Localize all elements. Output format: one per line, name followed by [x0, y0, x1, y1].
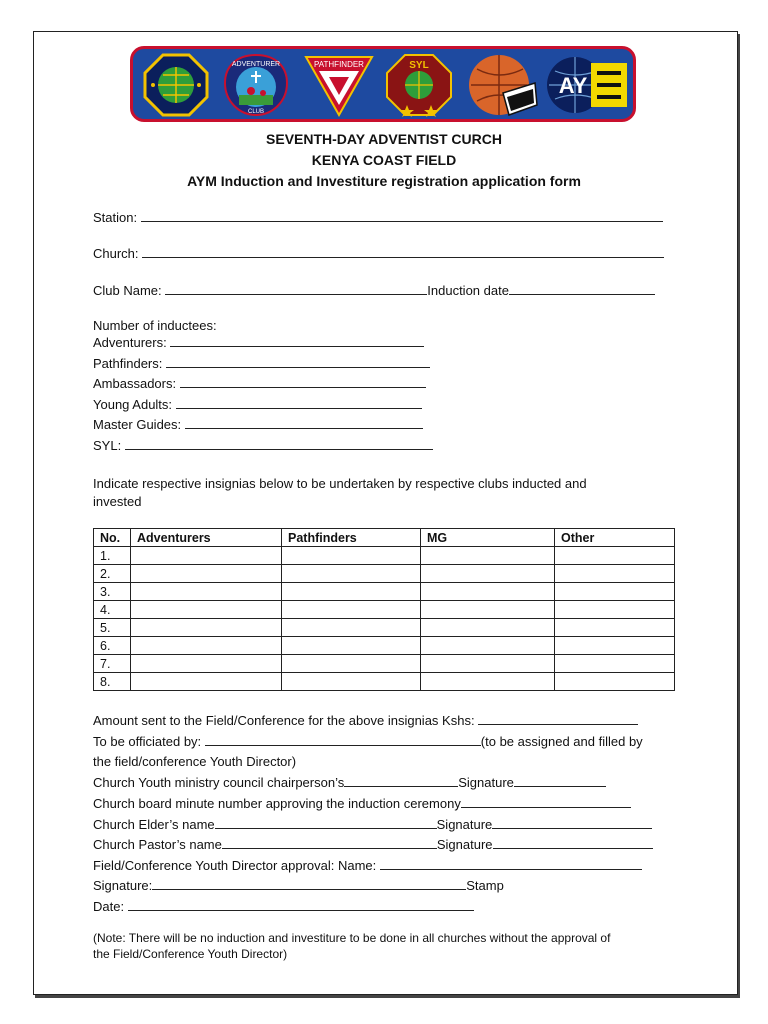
board-minute-row — [93, 796, 631, 811]
elder-signature-label: Signature — [436, 817, 493, 832]
club-text: CLUB — [247, 109, 265, 115]
cell[interactable] — [421, 601, 555, 619]
master-guides-label: Master Guides: — [93, 417, 182, 432]
young-adults-label: Young Adults: — [93, 397, 173, 412]
director-row — [93, 858, 642, 873]
col-no: No. — [94, 529, 131, 547]
syl-label: SYL: — [93, 438, 122, 453]
pastor-label: Church Pastor’s name — [93, 837, 222, 852]
cell[interactable] — [282, 619, 421, 637]
director-signature-field[interactable] — [152, 879, 466, 890]
table-row — [94, 547, 675, 565]
cell[interactable] — [555, 565, 675, 583]
amount-field[interactable] — [478, 714, 638, 725]
instructions-line-2: invested — [93, 494, 142, 509]
elder-field[interactable] — [215, 818, 437, 829]
cell[interactable] — [282, 565, 421, 583]
cell[interactable] — [421, 619, 555, 637]
row-number: 2. — [94, 565, 131, 583]
table-row — [94, 565, 675, 583]
club-logos-banner — [130, 46, 636, 122]
cell[interactable] — [421, 565, 555, 583]
ambassadors-field[interactable] — [180, 377, 426, 388]
cell[interactable] — [131, 583, 282, 601]
elder-row — [93, 817, 652, 832]
director-field[interactable] — [380, 859, 642, 870]
officiated-row — [93, 734, 643, 749]
syl-logo-icon — [385, 53, 453, 117]
instructions-line-1: Indicate respective insignias below to be undertaken by respective clubs inducted and — [93, 476, 587, 491]
chairperson-field[interactable] — [344, 776, 458, 787]
syl-text: SYL — [409, 60, 429, 71]
master-guide-logo-icon — [143, 53, 209, 117]
pastor-row — [93, 837, 653, 852]
cell[interactable] — [131, 637, 282, 655]
cell[interactable] — [282, 655, 421, 673]
adventurers-row — [93, 335, 424, 350]
table-row — [94, 655, 675, 673]
adventurer-club-logo-icon — [221, 53, 291, 117]
ay-logo-icon — [543, 53, 631, 117]
chairperson-label: Church Youth ministry council chairperson’s — [93, 775, 345, 790]
cell[interactable] — [282, 601, 421, 619]
cell[interactable] — [282, 673, 421, 691]
pastor-signature-field[interactable] — [493, 838, 653, 849]
col-adventurers: Adventurers — [131, 529, 282, 547]
cell[interactable] — [421, 583, 555, 601]
cell[interactable] — [131, 547, 282, 565]
cell[interactable] — [131, 619, 282, 637]
title-church: SEVENTH-DAY ADVENTIST CURCH — [266, 131, 502, 147]
cell[interactable] — [555, 619, 675, 637]
adventurers-field[interactable] — [170, 336, 424, 347]
date-field[interactable] — [128, 900, 474, 911]
cell[interactable] — [421, 673, 555, 691]
table-row — [94, 673, 675, 691]
adventurer-text: ADVENTURER — [231, 61, 281, 68]
col-mg: MG — [421, 529, 555, 547]
table-row — [94, 583, 675, 601]
amount-row — [93, 713, 638, 728]
cell[interactable] — [555, 583, 675, 601]
cell[interactable] — [555, 655, 675, 673]
pastor-signature-label: Signature — [436, 837, 493, 852]
adventurers-label: Adventurers: — [93, 335, 167, 350]
syl-field[interactable] — [125, 439, 433, 450]
induction-date-label: Induction date — [427, 283, 509, 298]
table-header-row — [94, 529, 675, 547]
chairperson-signature-field[interactable] — [514, 776, 606, 787]
officiated-label: To be officiated by: — [93, 734, 202, 749]
row-number: 1. — [94, 547, 131, 565]
elder-label: Church Elder’s name — [93, 817, 215, 832]
ambassadors-row — [93, 376, 426, 391]
church-row — [93, 246, 664, 261]
officiated-note-1: (to be assigned and filled by — [480, 734, 643, 749]
young-adults-row — [93, 397, 422, 412]
cell[interactable] — [555, 673, 675, 691]
director-signature-row — [93, 878, 504, 893]
elder-signature-field[interactable] — [492, 818, 652, 829]
station-row — [93, 210, 663, 225]
pathfinders-field[interactable] — [166, 357, 430, 368]
row-number: 6. — [94, 637, 131, 655]
pathfinder-text: PATHFINDER — [314, 60, 364, 69]
date-label: Date: — [93, 899, 125, 914]
note-line-1: (Note: There will be no induction and investiture to be done in all churches without the approval of — [93, 931, 611, 945]
row-number: 4. — [94, 601, 131, 619]
ambassadors-label: Ambassadors: — [93, 376, 177, 391]
date-row — [93, 899, 474, 914]
stamp-label: Stamp — [466, 878, 504, 893]
cell[interactable] — [131, 673, 282, 691]
syl-row — [93, 438, 433, 453]
young-adults-field[interactable] — [176, 398, 422, 409]
ambassador-logo-icon — [463, 53, 539, 117]
master-guides-row — [93, 417, 423, 432]
chairperson-row — [93, 775, 606, 790]
pathfinder-logo-icon — [303, 53, 375, 117]
col-pathfinders: Pathfinders — [282, 529, 421, 547]
row-number: 3. — [94, 583, 131, 601]
master-guides-field[interactable] — [185, 418, 423, 429]
director-signature-label: Signature: — [93, 878, 153, 893]
ay-text: AY — [558, 73, 588, 98]
cell[interactable] — [131, 565, 282, 583]
table-row — [94, 601, 675, 619]
station-field[interactable] — [141, 211, 663, 222]
table-row — [94, 637, 675, 655]
cell[interactable] — [282, 583, 421, 601]
title-field: KENYA COAST FIELD — [311, 152, 457, 168]
cell[interactable] — [131, 601, 282, 619]
station-label: Station: — [93, 210, 138, 225]
cell[interactable] — [421, 547, 555, 565]
church-label: Church: — [93, 246, 139, 261]
insignias-table — [93, 528, 675, 691]
board-minute-label: Church board minute number approving the induction ceremony — [93, 796, 461, 811]
cell[interactable] — [555, 637, 675, 655]
club-name-label: Club Name: — [93, 283, 162, 298]
cell[interactable] — [421, 655, 555, 673]
amount-label: Amount sent to the Field/Conference for the above insignias Kshs: — [93, 713, 475, 728]
cell[interactable] — [555, 547, 675, 565]
induction-date-field[interactable] — [509, 284, 655, 295]
col-other: Other — [555, 529, 675, 547]
cell[interactable] — [421, 637, 555, 655]
row-number: 7. — [94, 655, 131, 673]
club-name-row — [93, 283, 655, 298]
table-row — [94, 619, 675, 637]
officiated-field[interactable] — [205, 735, 481, 746]
number-of-inductees-label: Number of inductees: — [93, 318, 217, 333]
board-minute-field[interactable] — [461, 797, 631, 808]
chairperson-signature-label: Signature — [458, 775, 514, 790]
pathfinders-label: Pathfinders: — [93, 356, 163, 371]
row-number: 8. — [94, 673, 131, 691]
pastor-field[interactable] — [222, 838, 437, 849]
club-name-field[interactable] — [165, 284, 427, 295]
director-label: Field/Conference Youth Director approval: Name: — [93, 858, 377, 873]
church-field[interactable] — [142, 247, 664, 258]
cell[interactable] — [131, 655, 282, 673]
title-form: AYM Induction and Investiture registration application form — [187, 173, 581, 189]
cell[interactable] — [282, 637, 421, 655]
cell[interactable] — [555, 601, 675, 619]
officiated-note-2: the field/conference Youth Director) — [93, 754, 297, 769]
row-number: 5. — [94, 619, 131, 637]
cell[interactable] — [282, 547, 421, 565]
pathfinders-row — [93, 356, 430, 371]
note-line-2: the Field/Conference Youth Director) — [93, 947, 288, 961]
